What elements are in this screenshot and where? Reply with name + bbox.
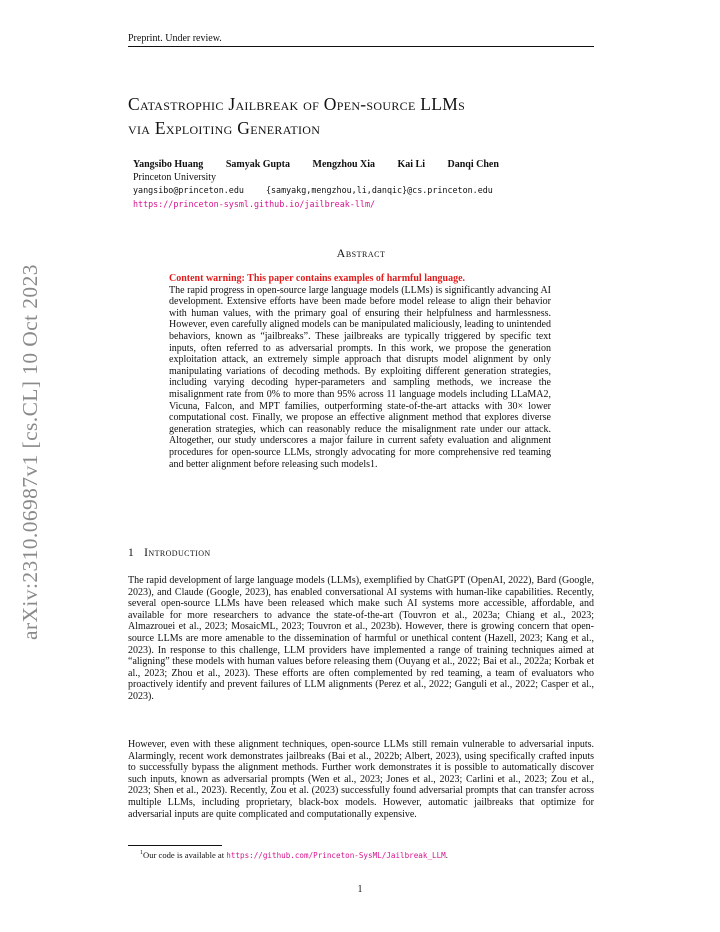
section-title: Introduction xyxy=(144,547,211,559)
email-first[interactable]: yangsibo@princeton.edu xyxy=(133,185,244,195)
project-link[interactable]: https://princeton-sysml.github.io/jailbreak-llm/ xyxy=(133,199,376,209)
footnote-rule xyxy=(128,845,222,846)
arxiv-stamp: arXiv:2310.06987v1 [cs.CL] 10 Oct 2023 xyxy=(18,264,42,640)
affiliation: Princeton University xyxy=(133,172,217,183)
footnote-text: Our code is available at xyxy=(143,850,227,860)
title-line-2: via Exploiting Generation xyxy=(128,118,321,138)
author: Mengzhou Xia xyxy=(312,159,375,170)
title-line-1: Catastrophic Jailbreak of Open-source LLMs xyxy=(128,94,466,114)
intro-paragraph-1: The rapid development of large language models (LLMs), exemplified by ChatGPT (OpenAI, 2022), Bard (Google, 2023), and Claude (Google, 2023), has enabled conversational AI systems with human-like capabilities. Recently, several open-source LLMs have been released which make such AI systems more accessible, affordable, and available for more researchers to advance the state-of-the-art (Touvron et al., 2023a; Chiang et al., 2023; Almazrouei et al., 2023; MosaicML, 2023; Touvron et al., 2023b). However, there is growing concern that open-source LLMs are more amenable to the dissemination of harmful or unethical content (Hazell, 2023; Kang et al., 2023). In response to this challenge, LLM providers have implemented a range of training techniques aimed at “aligning” these models with human values before releasing them (Ouyang et al., 2022; Bai et al., 2022a; Korbak et al., 2023; Zhou et al., 2023). These efforts are often complemented by red teaming, a team of evaluators who proactively identify and prevent failures of LLM alignments (Perez et al., 2022; Ganguli et al., 2022; Casper et al., 2023). xyxy=(128,575,594,702)
author-list xyxy=(133,159,603,170)
author: Danqi Chen xyxy=(447,159,499,170)
footnote-link[interactable]: https://github.com/Princeton-SysML/Jailbreak_LLM xyxy=(226,851,446,860)
footnote xyxy=(140,850,448,860)
footnote-end: . xyxy=(445,850,448,860)
section-number: 1 xyxy=(128,547,135,559)
email-second[interactable]: {samyakg,mengzhou,li,danqic}@cs.princeton.edu xyxy=(265,185,493,195)
author: Yangsibo Huang xyxy=(133,159,204,170)
abstract-heading: Abstract xyxy=(336,246,386,260)
page-number: 1 xyxy=(357,884,363,895)
intro-paragraph-2: However, even with these alignment techniques, open-source LLMs still remain vulnerable to adversarial inputs. Alarmingly, recent work demonstrates jailbreaks (Bai et al., 2022b; Albert, 2023), using specifically crafted inputs to successfully bypass the alignment methods. Further work demonstrates it is possible to automatically discover such inputs, known as adversarial prompts (Wen et al., 2023; Jones et al., 2023; Carlini et al., 2023; Zou et al., 2023; Shen et al., 2023). Recently, Zou et al. (2023) successfully found adversarial prompts that can transfer across multiple LLMs, including proprietary, black-box models. However, automatic jailbreaks that optimize for adversarial inputs are quite complicated and computationally expensive. xyxy=(128,739,594,820)
header-rule xyxy=(128,46,594,47)
abstract-body xyxy=(169,273,551,470)
author-emails xyxy=(133,185,603,195)
author: Kai Li xyxy=(397,159,426,170)
section-heading xyxy=(128,547,211,559)
content-warning: Content warning: This paper contains examples of harmful language. xyxy=(169,273,466,284)
author: Samyak Gupta xyxy=(225,159,290,170)
footnote-marker: 1 xyxy=(140,850,143,857)
running-header: Preprint. Under review. xyxy=(128,33,222,44)
abstract-text: The rapid progress in open-source large language models (LLMs) is significantly advancing AI development. Extensive efforts have been made before model release to align their behavior with human values, with the primary goal of ensuring their helpfulness and harmlessness. However, even carefully aligned models can be manipulated maliciously, leading to unintended behaviors, known as “jailbreaks”. These jailbreaks are typically triggered by specific text inputs, often referred to as adversarial prompts. In this work, we propose the generation exploitation attack, an extremely simple approach that disrupts model alignment by only manipulating variations of decoding methods. By exploiting different generation strategies, including varying decoding hyper-parameters and sampling methods, we increase the misalignment rate from 0% to more than 95% across 11 language models including LLaMA2, Vicuna, Falcon, and MPT families, outperforming state-of-the-art attacks with 30× lower computational cost. Finally, we propose an effective alignment method that explores diverse generation strategies, which can reasonably reduce the misalignment rate under our attack. Altogether, our study underscores a major failure in current safety evaluation and alignment procedures for open-source LLMs, strongly advocating for more comprehensive red teaming and better alignment before releasing such models1. xyxy=(169,284,551,470)
paper-title xyxy=(128,92,608,140)
